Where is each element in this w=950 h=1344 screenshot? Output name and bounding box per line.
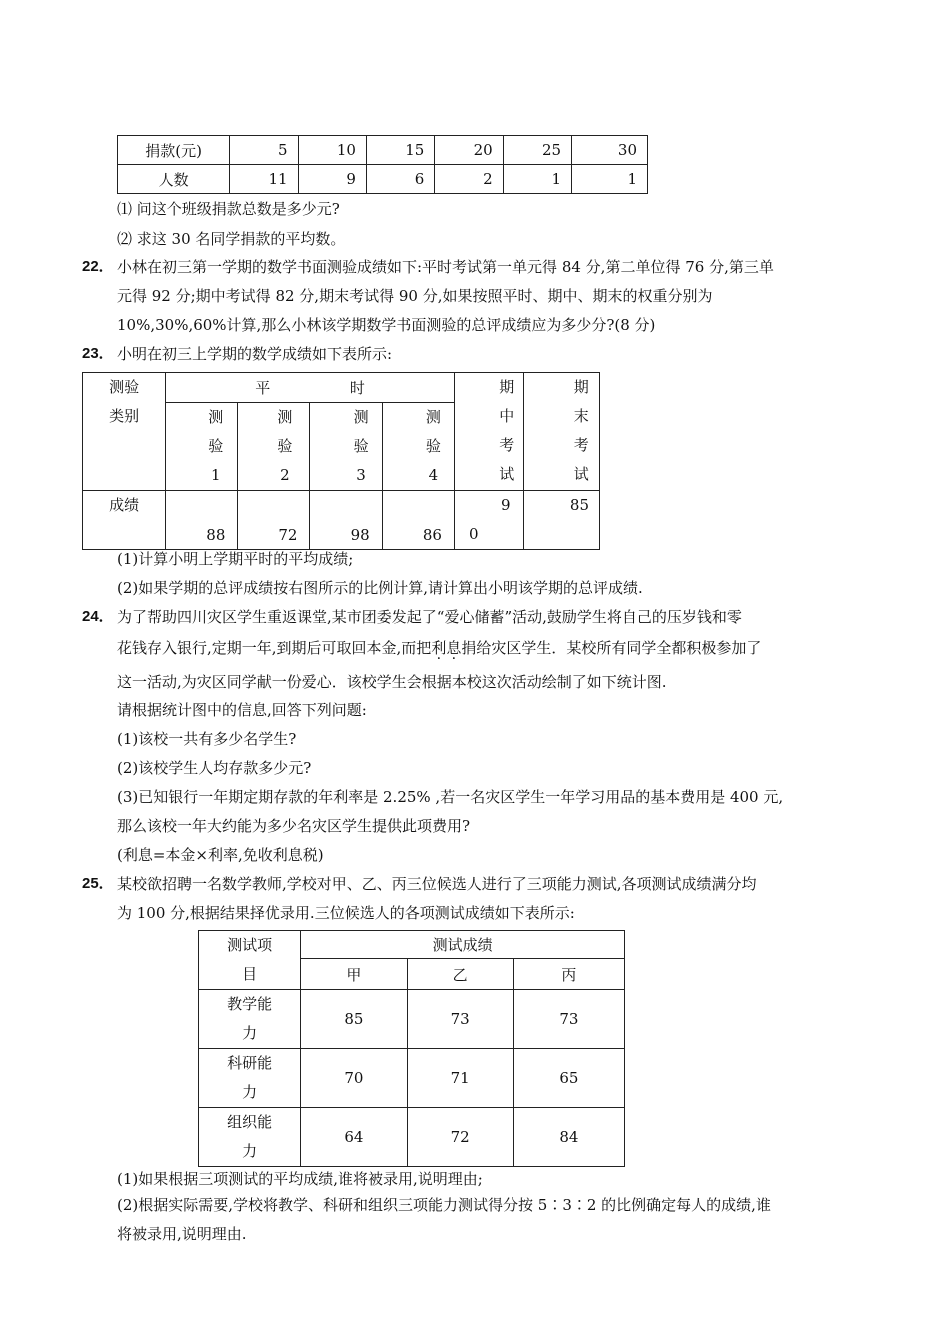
- table-row: [83, 373, 600, 403]
- q22-line3: 10%,30%,60%计算,那么小林该学期数学书面测验的总评成绩应为多少分?(8 分): [117, 316, 656, 334]
- table-cell: [166, 403, 238, 491]
- table-row: [118, 136, 648, 165]
- table-cell: 25: [503, 136, 571, 165]
- table-cell: 9: [298, 165, 366, 194]
- test-char: 测: [425, 408, 441, 426]
- table-cell: 72: [407, 1108, 513, 1167]
- table-cell: [238, 403, 310, 491]
- q22-line2: 元得 92 分;期中考试得 82 分,期末考试得 90 分,如果按照平时、期中、期末的权重分别为: [117, 287, 713, 305]
- test-char: 验: [425, 437, 441, 455]
- q24-note: (利息=本金×利率,免收利息税): [117, 846, 324, 864]
- table-cell: [199, 931, 301, 990]
- table-cell: 人数: [118, 165, 230, 194]
- table-cell: [83, 373, 166, 491]
- q25-line2: 为 100 分,根据结果择优录用.三位候选人的各项测试成绩如下表所示:: [117, 904, 575, 922]
- table-cell: 30: [572, 136, 648, 165]
- pingshi-label-a: 平: [255, 379, 271, 397]
- table-row: [199, 1108, 625, 1167]
- header-label: 目: [242, 965, 258, 983]
- q24-sub2: (2)该校学生人均存款多少元?: [117, 759, 312, 777]
- test-char: 测: [277, 408, 293, 426]
- table-cell: 84: [513, 1108, 624, 1167]
- table-cell: 71: [407, 1049, 513, 1108]
- table-cell: 85: [301, 990, 407, 1049]
- q24-line2-part: 捐给灾区学生．某校所有同学全都积极参加了: [461, 639, 762, 657]
- final-char: 考: [573, 436, 589, 454]
- row-label: 力: [242, 1142, 258, 1160]
- table-cell: 86: [382, 491, 454, 550]
- table-cell: 乙: [407, 959, 513, 990]
- table-cell: 88: [166, 491, 238, 550]
- midterm-score-part: 9: [500, 496, 511, 514]
- row-label: 力: [242, 1024, 258, 1042]
- row-label: 组织能: [227, 1113, 273, 1131]
- table-row: [118, 165, 648, 194]
- table-cell: 捐款(元): [118, 136, 230, 165]
- final-char: 末: [573, 407, 589, 425]
- table-cell: 成绩: [83, 491, 166, 550]
- q24-sub1: (1)该校一共有多少名学生?: [117, 730, 297, 748]
- table-cell: 2: [435, 165, 503, 194]
- test-char: 验: [277, 437, 293, 455]
- q21-sub1: ⑴ 问这个班级捐款总数是多少元?: [117, 200, 340, 218]
- q25-line1: 某校欲招聘一名数学教师,学校对甲、乙、丙三位候选人进行了三项能力测试,各项测试成绩满分均: [117, 875, 757, 893]
- score-table: [82, 372, 600, 550]
- table-cell: 甲: [301, 959, 407, 990]
- table-cell: 6: [366, 165, 434, 194]
- table-row: [199, 1049, 625, 1108]
- row-label: 力: [242, 1083, 258, 1101]
- q24-sub3b: 那么该校一年大约能为多少名灾区学生提供此项费用?: [117, 817, 471, 835]
- q25-sub2: (2)根据实际需要,学校将教学、科研和组织三项能力测试得分按 5∶3∶2 的比例确定每人的成绩,谁: [117, 1196, 771, 1214]
- table-cell: [382, 403, 454, 491]
- candidate-table: [198, 930, 625, 1167]
- table-cell: 85: [523, 491, 600, 550]
- q23-number: 23．: [82, 345, 114, 362]
- table-cell: 测试成绩: [301, 931, 625, 959]
- table-cell: 10: [298, 136, 366, 165]
- test-number: 3: [356, 466, 366, 484]
- test-char: 验: [353, 437, 369, 455]
- q23-sub2: (2)如果学期的总评成绩按右图所示的比例计算,请计算出小明该学期的总评成绩.: [117, 579, 643, 597]
- q24-line4: 请根据统计图中的信息,回答下列问题:: [117, 701, 367, 719]
- table-cell: [523, 373, 600, 491]
- table-cell: [454, 373, 523, 491]
- table-cell: 73: [513, 990, 624, 1049]
- table-cell: 65: [513, 1049, 624, 1108]
- q24-sub3: (3)已知银行一年期定期存款的年利率是 2.25% ,若一名灾区学生一年学习用品的基本费用是 400 元,: [117, 788, 784, 806]
- category-label-1: 测验: [109, 378, 140, 396]
- category-label-2: 类别: [109, 407, 140, 425]
- table-cell: 72: [238, 491, 310, 550]
- table-cell: 98: [310, 491, 382, 550]
- table-cell: 64: [301, 1108, 407, 1167]
- test-char: 验: [208, 437, 224, 455]
- table-cell: 20: [435, 136, 503, 165]
- final-char: 试: [573, 465, 589, 483]
- q25-number: 25．: [82, 875, 114, 892]
- table-cell: 15: [366, 136, 434, 165]
- table-cell: 73: [407, 990, 513, 1049]
- table-cell: 70: [301, 1049, 407, 1108]
- table-row: [199, 931, 625, 959]
- row-label: 教学能: [227, 995, 273, 1013]
- midterm-char: 考: [499, 436, 515, 454]
- midterm-score-part: 0: [468, 525, 479, 543]
- midterm-char: 期: [499, 378, 515, 396]
- test-number: 1: [210, 466, 221, 484]
- table-cell: [166, 373, 455, 403]
- table-cell: [199, 990, 301, 1049]
- midterm-char: 试: [499, 465, 515, 483]
- final-char: 期: [573, 378, 589, 396]
- q23-intro: 小明在初三上学期的数学成绩如下表所示:: [117, 345, 393, 363]
- midterm-char: 中: [499, 407, 515, 425]
- test-char: 测: [208, 408, 224, 426]
- q21-sub2: ⑵ 求这 30 名同学捐款的平均数。: [117, 230, 346, 248]
- table-row: [199, 990, 625, 1049]
- q24-line3: 这一活动,为灾区同学献一份爱心．该校学生会根据本校这次活动绘制了如下统计图.: [117, 673, 667, 691]
- emphasis-char: 息: [446, 639, 462, 657]
- table-cell: 11: [230, 165, 298, 194]
- test-number: 2: [280, 466, 290, 484]
- q24-line1: 为了帮助四川灾区学生重返课堂,某市团委发起了“爱心储蓄”活动,鼓励学生将自己的压岁钱和零: [117, 608, 742, 626]
- table-cell: 1: [572, 165, 648, 194]
- table-cell: 丙: [513, 959, 624, 990]
- header-label: 测试项: [227, 936, 273, 954]
- q22-line1: 小林在初三第一学期的数学书面测验成绩如下:平时考试第一单元得 84 分,第二单位得 76 分,第三单: [117, 258, 774, 276]
- row-label: 科研能: [227, 1054, 273, 1072]
- donation-table: [117, 135, 648, 194]
- pingshi-label-b: 时: [349, 379, 365, 397]
- table-cell: 5: [230, 136, 298, 165]
- q25-sub2b: 将被录用,说明理由.: [117, 1225, 247, 1243]
- table-cell: 1: [503, 165, 571, 194]
- table-row: [83, 491, 600, 550]
- q24-line2: [117, 636, 761, 660]
- test-number: 4: [428, 466, 439, 484]
- q23-sub1: (1)计算小明上学期平时的平均成绩;: [117, 550, 354, 568]
- q25-sub1: (1)如果根据三项测试的平均成绩,谁将被录用,说明理由;: [117, 1170, 483, 1188]
- table-cell: [199, 1108, 301, 1167]
- emphasis-char: 利: [431, 639, 447, 657]
- test-char: 测: [353, 408, 369, 426]
- q24-line2-part: 花钱存入银行,定期一年,到期后可取回本金,而把: [117, 639, 432, 657]
- q24-number: 24．: [82, 608, 114, 625]
- table-cell: [199, 1049, 301, 1108]
- table-cell: [454, 491, 523, 550]
- q22-number: 22．: [82, 258, 114, 275]
- table-cell: [310, 403, 382, 491]
